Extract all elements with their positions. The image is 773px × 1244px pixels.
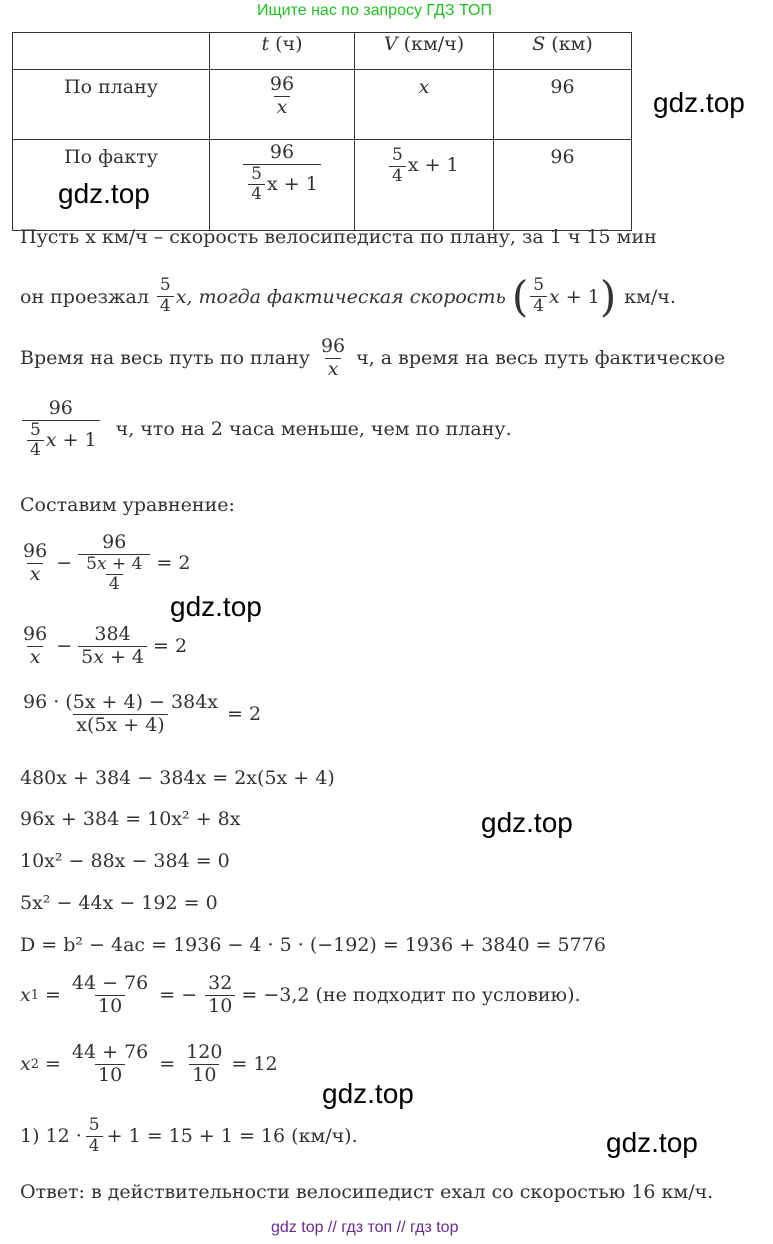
fact-distance-cell: 96 (494, 140, 632, 231)
equation-3: $\frac{96 \cdot (5x + 4) - 384x}{x(5x + 4)}$ = 2 (23, 691, 262, 736)
watermark: gdz.top (58, 178, 150, 209)
row-label-plan: По плану (13, 70, 210, 140)
table-header-row (13, 33, 632, 70)
watermark: gdz.top (170, 591, 262, 622)
watermark: gdz.top (606, 1127, 698, 1158)
paragraph-1: Пусть x км/ч – скорость велосипедиста по плану, за 1 ч 15 мин (20, 226, 657, 248)
answer: Ответ: в действительности велосипедист ехал со скоростью 16 км/ч. (20, 1181, 714, 1203)
fact-speed-cell: $\frac{5}{4}$ x + 1 (355, 140, 494, 231)
equation-1: $\frac{96}{x}$ − $\frac{96}{\frac{5x + 4}{4}}$ = 2 (23, 531, 191, 595)
discriminant-line: D = b² − 4ac = 1936 − 4 · 5 · (−192) = 1936 + 3840 = 5776 (20, 934, 606, 956)
equation-5: 96x + 384 = 10x² + 8x (20, 808, 241, 830)
root-x2: x 2 = $\frac{44 + 76}{10}$ = $\frac{120}{10}$ = 12 (20, 1041, 278, 1086)
paragraph-4: 96 $\frac{5}{4}$ x + 1 ч, что на 2 часа меньше, чем по плану. (20, 398, 512, 461)
header-t: t (ч) (210, 33, 355, 70)
plan-speed-cell: x (355, 70, 494, 140)
header-v: V (км/ч) (355, 33, 494, 70)
table-row (13, 70, 632, 140)
equation-2: $\frac{96}{x}$ − $\frac{384}{5x + 4}$ = 2 (23, 623, 188, 668)
equation-4: 480x + 384 − 384x = 2x(5x + 4) (20, 767, 335, 789)
paragraph-5: Составим уравнение: (20, 494, 235, 516)
header-empty (13, 33, 210, 70)
watermark: gdz.top (322, 1078, 414, 1109)
paragraph-2: он проезжал $\frac{5}{4}$ x, тогда фактическая скорость ( $\frac{5}{4}$ x + 1 ) км/ч. (20, 272, 676, 321)
equation-6: 10x² − 88x − 384 = 0 (20, 850, 230, 872)
row-label-fact: По факту (13, 140, 210, 231)
equation-7: 5x² − 44x − 192 = 0 (20, 892, 218, 914)
header-s: S (км) (494, 33, 632, 70)
step-1: 1) 12 · $\frac{5}{4}$ + 1 = 15 + 1 = 16 (км/ч). (20, 1115, 358, 1156)
watermark: gdz.top (653, 87, 745, 118)
fact-time-fraction: 96 $\frac{5}{4}$ x + 1 (243, 142, 321, 205)
plan-time-fraction: $\frac{96}{x}$ (269, 73, 295, 118)
plan-distance-cell: 96 (494, 70, 632, 140)
root-x1: x 1 = $\frac{44 - 76}{10}$ = − $\frac{32}{10}$ = −3,2 (не подходит по условию). (20, 972, 581, 1017)
footer-links[interactable]: gdz top // гдз топ // гдз top (271, 1219, 459, 1236)
watermark: gdz.top (481, 807, 573, 838)
plan-time-cell (210, 70, 355, 140)
paragraph-3: Время на весь путь по плану $\frac{96}{x}$ ч, а время на весь путь фактическое (20, 335, 726, 380)
top-banner: Ищите нас по запросу ГДЗ ТОП (257, 2, 492, 19)
fact-time-cell (210, 140, 355, 231)
